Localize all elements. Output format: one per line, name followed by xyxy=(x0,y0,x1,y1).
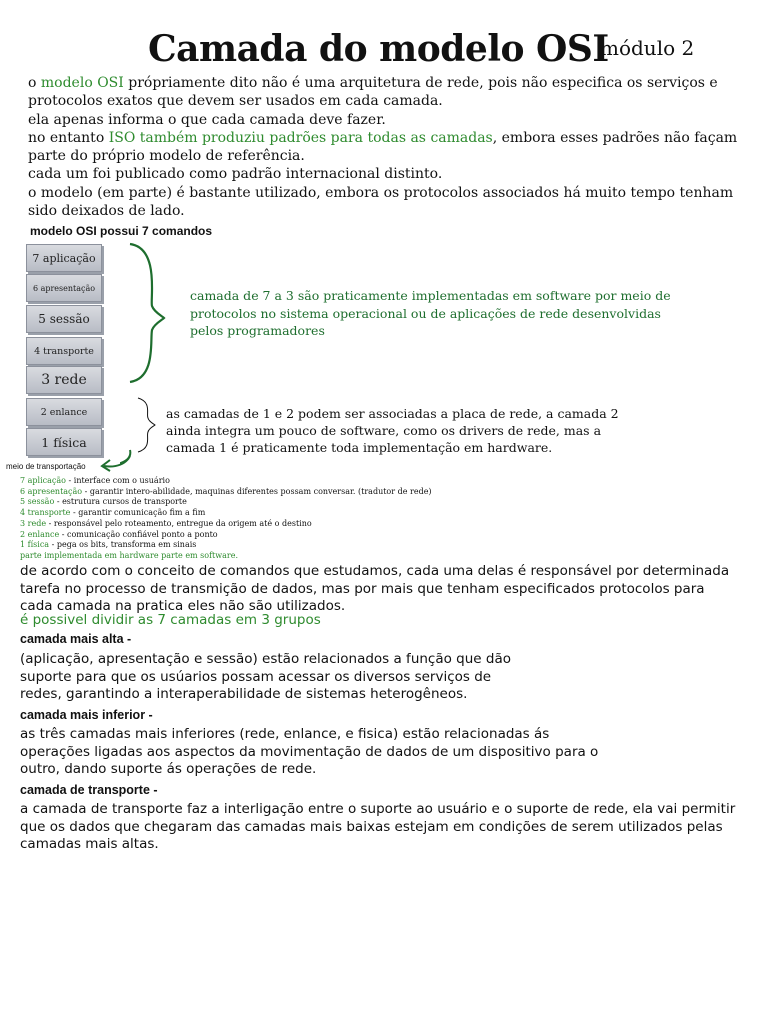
section-body-transport: a camada de transporte faz a interligação entre o suporte ao usuário e o suporte de rede, ela vai permitir que os dados que chegaram das camadas mais baixas estejam em condições de serem utilizados pelas camadas mais altas. xyxy=(20,801,736,853)
legend-item: 7 aplicação - interface com o usuário xyxy=(20,476,170,485)
upper-brace-icon xyxy=(130,244,164,382)
legend-item: 4 transporte - garantir comunicação fim a fim xyxy=(20,508,206,518)
intro-highlight-iso: ISO também produziu padrões para todas as camadas xyxy=(108,129,493,146)
layer-4: 4 transporte xyxy=(26,337,102,365)
lower-layers-description: as camadas de 1 e 2 podem ser associadas a placa de rede, a camada 2 ainda integra um pouco de software, como os drivers de rede, mas a camada 1 é praticamente toda implementação em hardware. xyxy=(166,406,619,455)
intro-line-4: cada um foi publicado como padrão internacional distinto. xyxy=(28,166,443,183)
section-body-lower: as três camadas mais inferiores (rede, enlance, e fisica) estão relacionadas ás operações ligadas aos aspectos da movimentação de dados de um dispositivo para o outro, dando suporte ás operações de rede. xyxy=(20,726,599,778)
legend-item: 6 apresentação - garantir intero-abilidade, maquinas diferentes possam conversar. (tradutor de rede) xyxy=(20,486,432,496)
layer-7: 7 aplicação xyxy=(26,244,102,272)
layer-6: 6 apresentação xyxy=(26,274,102,302)
legend-item: 5 sessão - estrutura cursos de transporte xyxy=(20,497,187,507)
intro-line-1: o modelo OSI própriamente dito não é uma arquitetura de rede, pois não especifica os serviços e protocolos exatos que devem ser usados em cada camada. xyxy=(28,75,718,110)
intro-line-5: o modelo (em parte) é bastante utilizado, embora os protocolos associados há muito tempo tenham sido deixados de lado. xyxy=(28,184,734,220)
legend-item: 3 rede - responsável pelo roteamento, entregue da origem até o destino xyxy=(20,518,312,528)
intro-highlight-osi: modelo OSI xyxy=(40,75,124,91)
section-heading-upper: camada mais alta - xyxy=(20,632,132,646)
intro-text xyxy=(28,74,748,220)
legend-footer: parte implementada em hardware parte em software. xyxy=(20,550,238,560)
groups-intro: é possivel dividir as 7 camadas em 3 grupos xyxy=(20,612,321,628)
section-heading-lower: camada mais inferior - xyxy=(20,708,153,722)
layer-3: 3 rede xyxy=(26,366,102,394)
layer-legend xyxy=(20,476,432,562)
layer-2: 2 enlance xyxy=(26,398,102,426)
upper-layers-description: camada de 7 a 3 são praticamente implementadas em software por meio de protocolos no sistema operacional ou de aplicações de rede desenvolvidas pelos programadores xyxy=(190,288,671,338)
intro-line-3: no entanto ISO também produziu padrões para todas as camadas, embora esses padrões não façam parte do próprio modelo de referência. xyxy=(28,129,738,165)
layer-1: 1 física xyxy=(26,428,102,456)
section-heading-transport: camada de transporte - xyxy=(20,783,158,797)
intro-line-2: ela apenas informa o que cada camada deve fazer. xyxy=(28,111,386,128)
diagram-heading: modelo OSI possui 7 comandos xyxy=(30,224,213,238)
section-body-upper: (aplicação, apresentação e sessão) estão relacionados a função que dão suporte para que os usúarios possam acessar os diversos serviços de redes, garantindo a interaperabilidade de sistemas heterogêneos. xyxy=(20,651,511,703)
page-title: Camada do modelo OSI xyxy=(148,28,609,70)
lower-brace-icon xyxy=(138,398,155,452)
legend-item: 2 enlance - comunicação confiável ponto a ponto xyxy=(20,529,218,539)
concept-paragraph: de acordo com o conceito de comandos que estudamos, cada uma delas é responsável por determinada tarefa no processo de transmição de dados, mas por mais que tenham especificados protocolos para cada camada na pratica eles não são utilizados. xyxy=(20,563,730,615)
arrow-head-icon xyxy=(96,454,136,476)
legend-item: 1 física - pega os bits, transforma em sinais xyxy=(20,540,197,550)
medium-label: meio de transportação xyxy=(6,462,86,471)
layer-5: 5 sessão xyxy=(26,305,102,333)
module-label: módulo 2 xyxy=(600,36,695,60)
